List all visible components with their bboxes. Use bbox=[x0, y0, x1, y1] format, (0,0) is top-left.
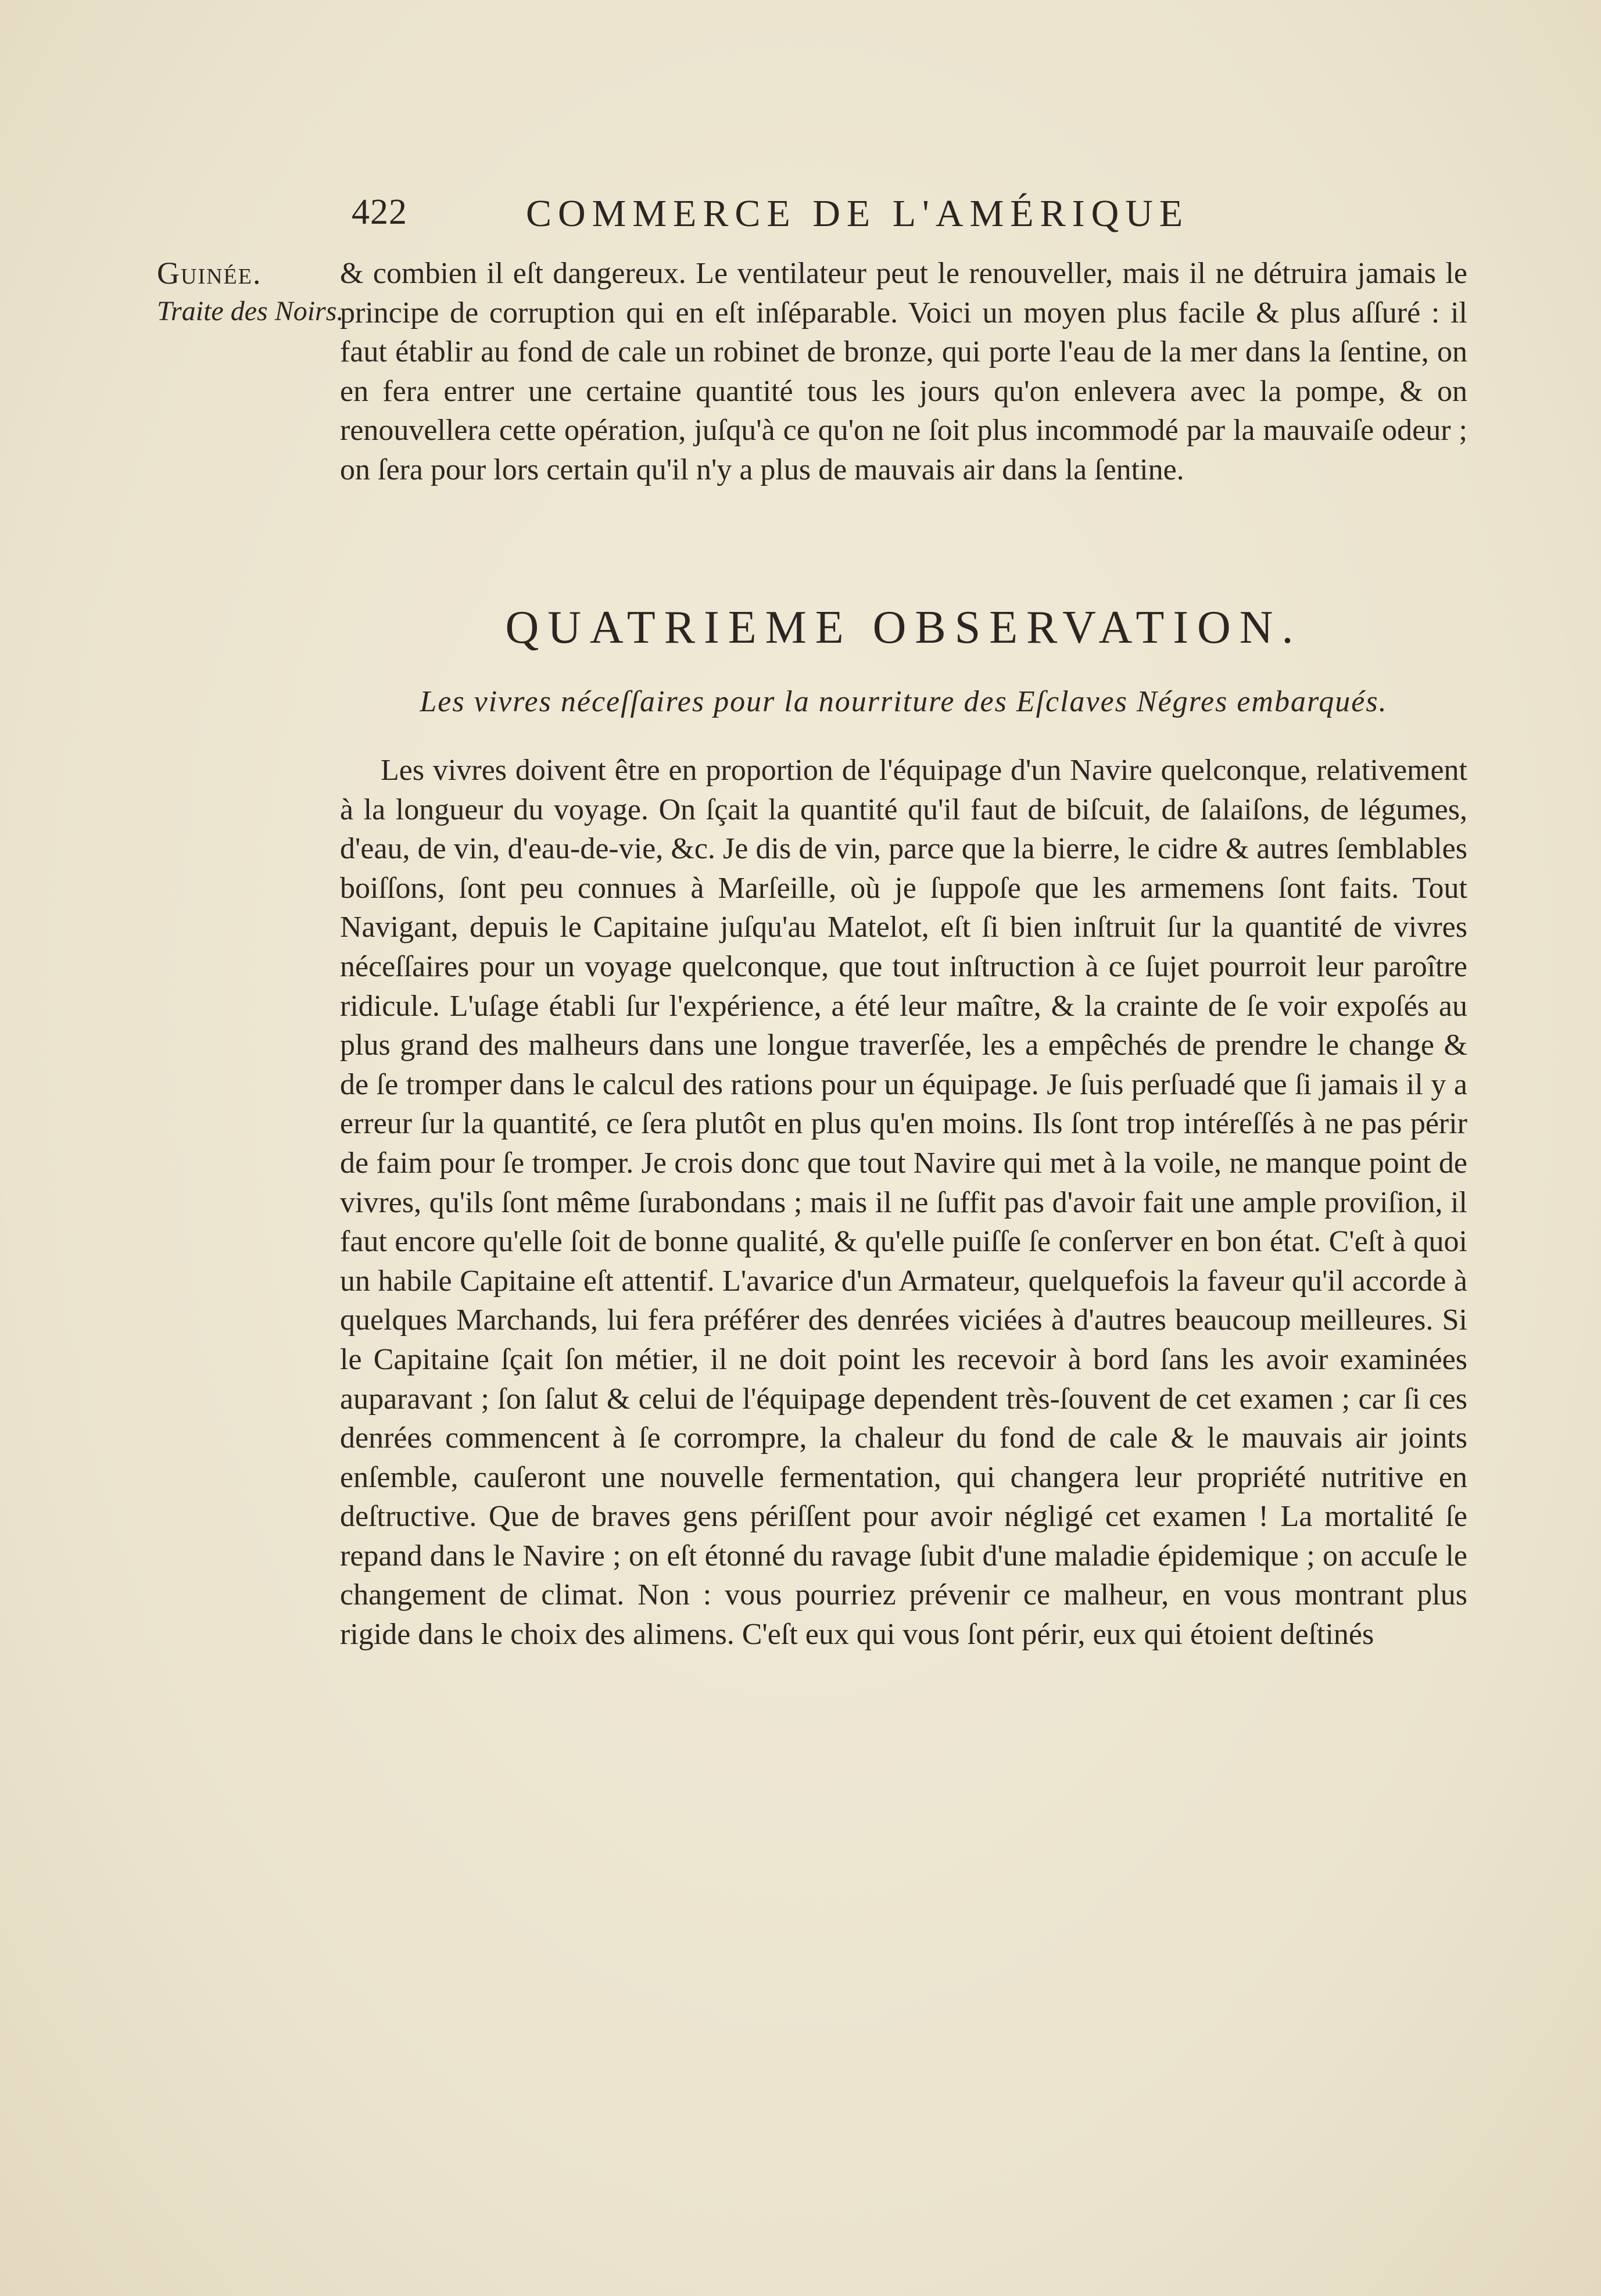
margin-notes bbox=[157, 254, 343, 331]
body-paragraph: Les vivres doivent être en proportion de l'équipage d'un Navire quelconque, relativement à la longueur du voyage. On ſçait la quantité qu'il faut de biſcuit, de ſalaiſons, de légumes, d'eau, de vin, d'eau-de-vie, &c. Je dis de vin, parce que la bierre, le cidre & autres ſemblables boiſſons, ſont peu connues à Marſeille, où je ſuppoſe que les armemens ſont faits. Tout Navigant, depuis le Capitaine juſqu'au Matelot, eſt ſi bien inſtruit ſur la quantité de vivres néceſſaires pour un voyage quelconque, que tout inſtruction à ce ſujet pourroit leur paroître ridicule. L'uſage établi ſur l'expérience, a été leur maître, & la crainte de ſe voir expoſés au plus grand des malheurs dans une longue traverſée, les a empêchés de prendre le change & de ſe tromper dans le calcul des rations pour un équipage. Je ſuis perſuadé que ſi jamais il y a erreur ſur la quantité, ce ſera plutôt en plus qu'en moins. Ils ſont trop intéreſſés à ne pas périr de faim pour ſe tromper. Je crois donc que tout Navire qui met à la voile, ne manque point de vivres, qu'ils ſont même ſurabondans ; mais il ne ſuffit pas d'avoir fait une ample proviſion, il faut encore qu'elle ſoit de bonne qualité, & qu'elle puiſſe ſe conſerver en bon état. C'eſt à quoi un habile Capitaine eſt attentif. L'avarice d'un Armateur, quelquefois la faveur qu'il accorde à quelques Marchands, lui fera préférer des denrées viciées à d'autres beaucoup meilleures. Si le Capitaine ſçait ſon métier, il ne doit point les recevoir à bord ſans les avoir examinées auparavant ; ſon ſalut & celui de l'équipage dependent très-ſouvent de cet examen ; car ſi ces denrées commencent à ſe corrompre, la chaleur du fond de cale & le mauvais air joints enſemble, cauſeront une nouvelle fermentation, qui changera leur propriété nutritive en deſtructive. Que de braves gens périſſent pour avoir négligé cet examen ! La mortalité ſe repand dans le Navire ; on eſt étonné du ravage ſubit d'une maladie épidemique ; on accuſe le changement de climat. Non : vous pourriez prévenir ce malheur, en vous montrant plus rigide dans le choix des alimens. C'eſt eux qui vous ſont périr, eux qui étoient deſtinés bbox=[340, 754, 1467, 1652]
margin-note-place: Guinée. bbox=[157, 256, 262, 291]
page-number: 422 bbox=[352, 192, 407, 232]
intro-paragraph-block bbox=[340, 254, 1467, 489]
intro-paragraph: & combien il eſt dangereux. Le ventilateur peut le renouveller, mais il ne détruira jamais le principe de corruption qui en eſt inſéparable. Voici un moyen plus facile & plus aſſuré : il faut établir au fond de cale un robinet de bronze, qui porte l'eau de la mer dans la ſentine, on en fera entrer une certaine quantité tous les jours qu'on enlevera avec la pompe, & on renouvellera cette opération, juſqu'à ce qu'on ne ſoit plus incommodé par la mauvaiſe odeur ; on ſera pour lors certain qu'il n'y a plus de mauvais air dans la ſentine. bbox=[340, 257, 1467, 486]
running-head bbox=[352, 192, 1293, 244]
body-paragraph-block bbox=[340, 751, 1467, 1654]
margin-note-topic: Traite des Noirs. bbox=[157, 296, 344, 327]
running-title: COMMERCE DE L'AMÉRIQUE bbox=[526, 192, 1190, 235]
section-heading: QUATRIEME OBSERVATION. bbox=[505, 602, 1302, 653]
section-subtitle: Les vivres néceſſaires pour la nourriture des Eſclaves Négres embarqués. bbox=[420, 685, 1388, 718]
